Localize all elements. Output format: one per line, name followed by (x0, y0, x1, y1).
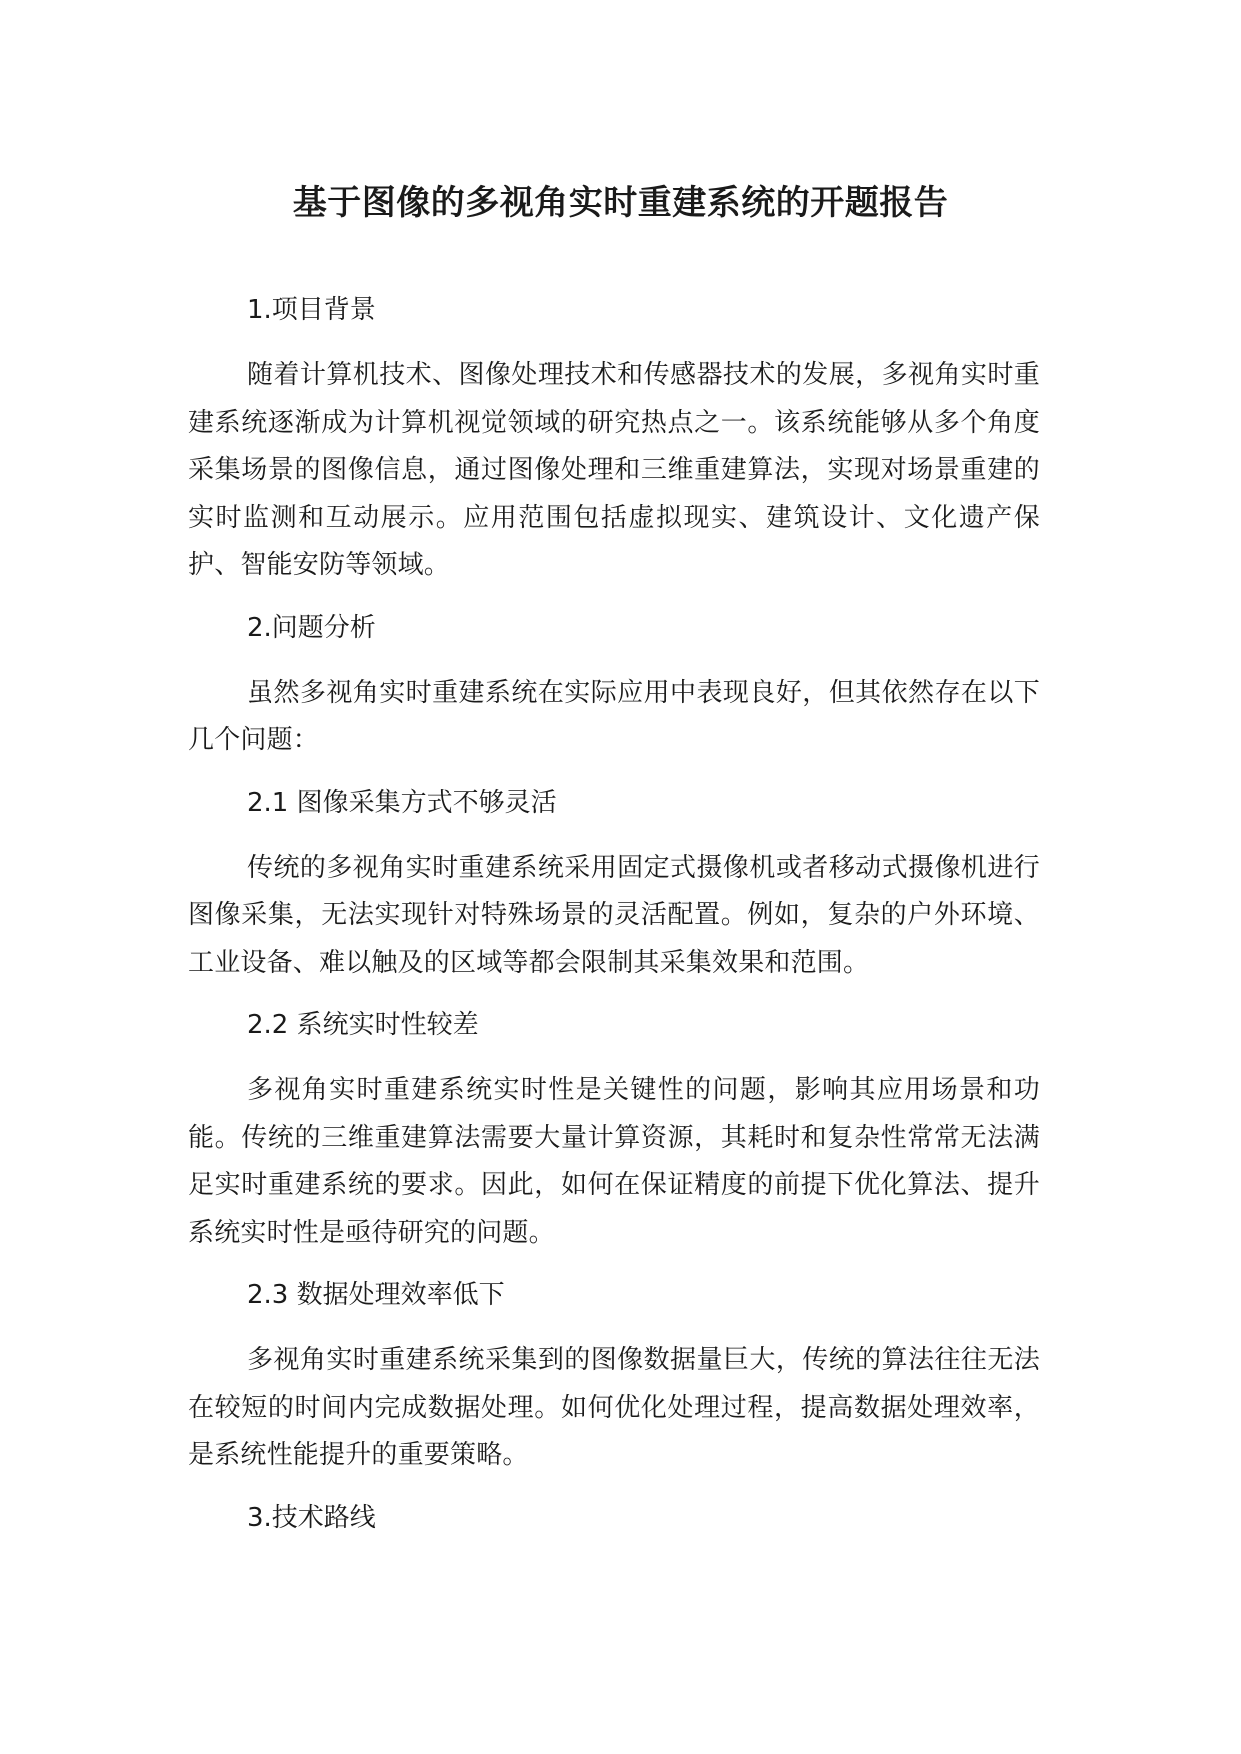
section-background (188, 290, 1040, 590)
section-paragraph: 传统的多视角实时重建系统采用固定式摄像机或者移动式摄像机进行图像采集，无法实现针对特殊场景的灵活配置。例如，复杂的户外环境、工业设备、难以触及的区域等都会限制其采集效果和范围。 (188, 852, 1040, 978)
section-paragraph: 多视角实时重建系统采集到的图像数据量巨大，传统的算法往往无法在较短的时间内完成数据处理。如何优化处理过程，提高数据处理效率，是系统性能提升的重要策略。 (188, 1345, 1040, 1470)
section-image-capture (188, 783, 1040, 988)
section-paragraph: 多视角实时重建系统实时性是关键性的问题，影响其应用场景和功能。传统的三维重建算法需要大量计算资源，其耗时和复杂性常常无法满足实时重建系统的要求。因此，如何在保证精度的前提下优化算法、提升系统实时性是亟待研究的问题。 (188, 1075, 1040, 1248)
section-heading: 2.问题分析 (247, 612, 376, 643)
section-realtime (188, 1005, 1040, 1257)
section-data-processing (188, 1275, 1040, 1480)
section-technical-route (188, 1498, 1040, 1538)
section-paragraph: 虽然多视角实时重建系统在实际应用中表现良好，但其依然存在以下几个问题： (188, 677, 1040, 755)
section-heading: 2.2 系统实时性较差 (247, 1010, 479, 1040)
document-title: 基于图像的多视角实时重建系统的开题报告 (292, 183, 949, 223)
section-heading: 3.技术路线 (247, 1502, 376, 1533)
section-problem-analysis (188, 608, 1040, 765)
section-heading: 1.项目背景 (247, 295, 376, 325)
document-body (188, 290, 1040, 1560)
section-heading: 2.1 图像采集方式不够灵活 (247, 787, 557, 818)
section-heading: 2.3 数据处理效率低下 (247, 1280, 505, 1310)
section-paragraph: 随着计算机技术、图像处理技术和传感器技术的发展，多视角实时重建系统逐渐成为计算机视觉领域的研究热点之一。该系统能够从多个角度采集场景的图像信息，通过图像处理和三维重建算法，实现对场景重建的实时监测和互动展示。应用范围包括虚拟现实、建筑设计、文化遗产保护、智能安防等领域。 (188, 360, 1040, 580)
